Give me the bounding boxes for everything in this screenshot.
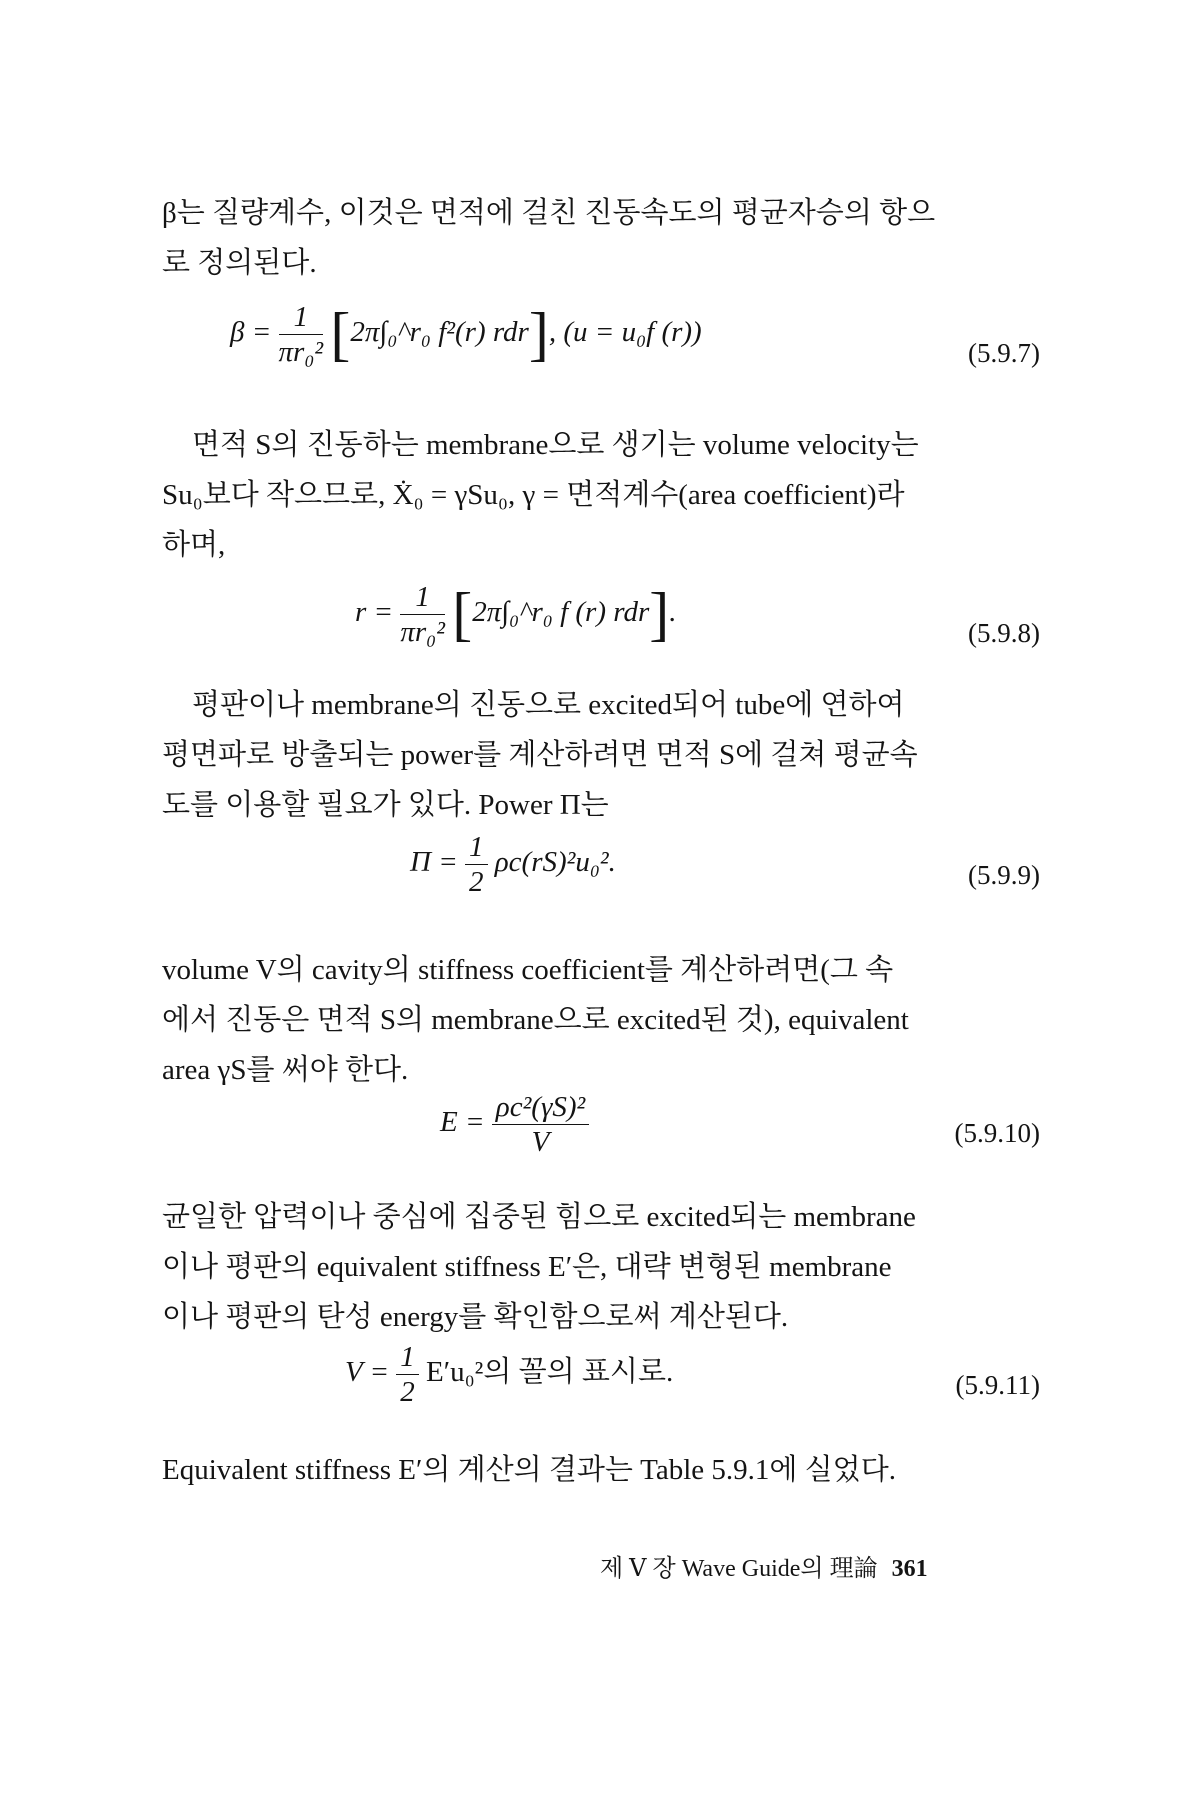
frac-denominator: πr₀² — [278, 336, 324, 368]
eq-lhs: V = — [345, 1356, 390, 1389]
equation-5-9-8 — [355, 580, 676, 670]
equation-5-9-7 — [230, 300, 702, 390]
text-line: volume V의 cavity의 stiffness coefficient를 계산하려면(그 속 — [162, 954, 894, 986]
eq-lhs: β = — [230, 316, 272, 349]
eq-tail: , (u = u₀f (r)) — [548, 316, 702, 349]
frac-denominator: 2 — [469, 866, 484, 898]
eq-fraction — [492, 1090, 589, 1159]
text-line: 이나 평판의 탄성 energy를 확인함으로써 계산된다. — [162, 1301, 789, 1333]
frac-numerator: 1 — [279, 300, 324, 335]
text-line: 균일한 압력이나 중심에 집중된 힘으로 excited되는 membrane — [162, 1201, 916, 1233]
text-line: β는 질량계수, 이것은 면적에 걸친 진동속도의 평균자승의 항으 — [162, 197, 936, 229]
text-line: area γS를 써야 한다. — [162, 1054, 409, 1086]
paragraph-table-reference — [162, 1445, 1042, 1495]
equation-number: (5.9.9) — [968, 860, 1040, 890]
text-line: 하며, — [162, 529, 226, 561]
frac-numerator: 1 — [465, 830, 488, 865]
text-line: 에서 진동은 면적 S의 membrane으로 excited된 것), equivalent — [162, 1004, 909, 1036]
eq-fraction — [396, 1340, 419, 1409]
frac-denominator: πr₀² — [400, 616, 445, 648]
equation-number: (5.9.10) — [954, 1118, 1040, 1148]
paragraph-beta-definition — [162, 188, 1042, 288]
paragraph-equivalent-stiffness — [162, 1192, 1042, 1342]
text-line: 도를 이용할 필요가 있다. Power Π는 — [162, 789, 609, 821]
eq-body: E′u₀²의 꼴의 표시로. — [426, 1356, 674, 1389]
equation-number: (5.9.11) — [955, 1370, 1040, 1400]
chapter-title: 제 Ⅴ 장 Wave Guide의 理論 — [600, 1556, 878, 1582]
eq-tail: . — [669, 596, 677, 629]
eq-lhs: r = — [355, 596, 394, 629]
equation-5-9-9 — [410, 830, 616, 920]
equation-5-9-11 — [345, 1340, 673, 1430]
paragraph-volume-velocity — [162, 420, 1042, 570]
frac-numerator: 1 — [396, 1340, 419, 1375]
left-bracket-icon: [ — [452, 581, 473, 647]
text-line: 이나 평판의 equivalent stiffness E′은, 대략 변형된 membrane — [162, 1251, 892, 1283]
text-line: 평면파로 방출되는 power를 계산하려면 면적 S에 걸쳐 평균속 — [162, 739, 918, 771]
eq-lhs: E = — [440, 1106, 485, 1139]
text-line: Su₀보다 작으므로, Ẋ₀ = γSu₀, γ = 면적계수(area coefficient)라 — [162, 479, 905, 511]
paragraph-stiffness — [162, 945, 1042, 1095]
eq-lhs: Π = — [410, 846, 458, 879]
equation-number: (5.9.7) — [968, 338, 1040, 368]
eq-body: 2π∫₀^r₀ f (r) rdr — [472, 596, 650, 629]
text-line: Equivalent stiffness E′의 계산의 결과는 Table 5.9.1에 실었다. — [162, 1454, 896, 1486]
eq-body: ρc(rS)²u₀². — [494, 846, 616, 879]
text-line: 로 정의된다. — [162, 247, 317, 279]
eq-fraction — [279, 300, 324, 369]
equation-5-9-10 — [440, 1090, 589, 1180]
equation-number: (5.9.8) — [968, 618, 1040, 648]
frac-denominator: 2 — [400, 1376, 415, 1408]
page-footer — [600, 1548, 928, 1583]
eq-fraction — [465, 830, 488, 899]
right-bracket-icon: ] — [649, 581, 670, 647]
right-bracket-icon: ] — [528, 301, 549, 367]
frac-numerator: ρc²(γS)² — [492, 1090, 589, 1125]
eq-fraction — [400, 580, 445, 649]
text-line: 면적 S의 진동하는 membrane으로 생기는 volume velocity는 — [192, 429, 919, 461]
left-bracket-icon: [ — [330, 301, 351, 367]
paragraph-power — [162, 680, 1042, 830]
text-line: 평판이나 membrane의 진동으로 excited되어 tube에 연하여 — [192, 689, 905, 721]
page-number: 361 — [891, 1556, 928, 1582]
eq-body: 2π∫₀^r₀ f²(r) rdr — [350, 316, 529, 349]
frac-denominator: V — [531, 1126, 550, 1158]
frac-numerator: 1 — [400, 580, 445, 615]
